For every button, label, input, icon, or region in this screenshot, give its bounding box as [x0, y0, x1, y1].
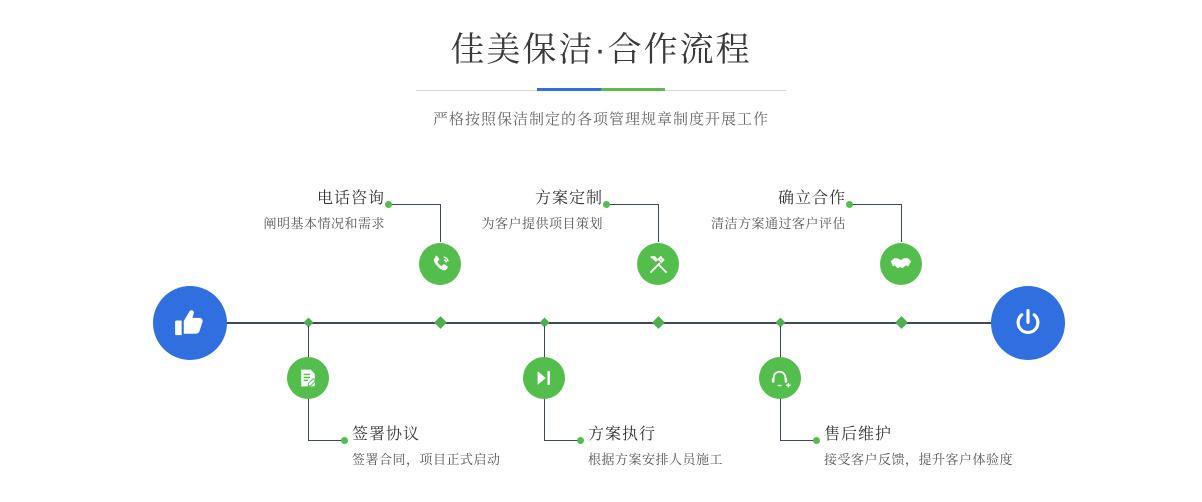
step-label-2	[352, 424, 501, 470]
timeline-start	[153, 286, 227, 360]
page-title: 佳美保洁·合作流程	[450, 31, 752, 69]
step-title-1: 电话咨询	[316, 190, 385, 207]
step-desc-1: 阐明基本情况和需求	[263, 216, 385, 231]
connector-h-4	[544, 440, 580, 441]
axis-node-3	[652, 316, 665, 329]
step-label-1	[160, 188, 385, 234]
step-title-2: 签署协议	[352, 426, 421, 443]
step-title-4: 方案执行	[588, 426, 657, 443]
step-label-4	[588, 424, 723, 470]
title-divider	[416, 86, 786, 96]
step-title-6: 售后维护	[824, 426, 893, 443]
play-forward-icon	[533, 367, 555, 389]
step-icon-6	[759, 357, 801, 399]
document-edit-icon	[297, 367, 319, 389]
connector-h-2	[308, 440, 344, 441]
step-label-3	[380, 188, 603, 234]
step-label-5	[620, 188, 846, 234]
page-subtitle: 严格按照保洁制定的各项管理规章制度开展工作	[432, 111, 769, 128]
step-title-3: 方案定制	[534, 190, 603, 207]
step-icon-5	[880, 243, 922, 285]
connector-dot-2	[341, 437, 348, 444]
step-desc-5: 清洁方案通过客户评估	[710, 216, 846, 231]
connector-dot-6	[813, 437, 820, 444]
thumbs-up-icon	[173, 306, 207, 340]
step-icon-2	[287, 357, 329, 399]
step-desc-6: 接受客户反馈，提升客户体验度	[824, 452, 1014, 467]
timeline-end	[991, 286, 1065, 360]
power-icon	[1011, 306, 1045, 340]
divider-accent-blue	[537, 88, 601, 91]
phone-call-icon	[429, 253, 452, 276]
step-icon-3	[637, 243, 679, 285]
connector-dot-5	[846, 201, 853, 208]
connector-h-6	[780, 440, 816, 441]
step-icon-1	[419, 243, 461, 285]
step-label-6	[824, 424, 1013, 470]
step-desc-4: 根据方案安排人员施工	[588, 452, 724, 467]
connector-h-5	[849, 204, 901, 205]
step-desc-3: 为客户提供项目策划	[481, 216, 603, 231]
tools-icon	[647, 253, 670, 276]
header	[0, 28, 1202, 129]
divider-accent-green	[601, 88, 665, 91]
step-icon-4	[523, 357, 565, 399]
axis-node-5	[895, 316, 908, 329]
axis-node-1	[434, 316, 447, 329]
connector-dot-4	[577, 437, 584, 444]
connector-dot-3	[603, 201, 610, 208]
step-desc-2: 签署合同，项目正式启动	[352, 452, 501, 467]
handshake-icon	[889, 252, 913, 276]
step-title-5: 确立合作	[777, 190, 846, 207]
support-agent-icon	[769, 367, 792, 390]
connector-v-5	[901, 204, 902, 242]
